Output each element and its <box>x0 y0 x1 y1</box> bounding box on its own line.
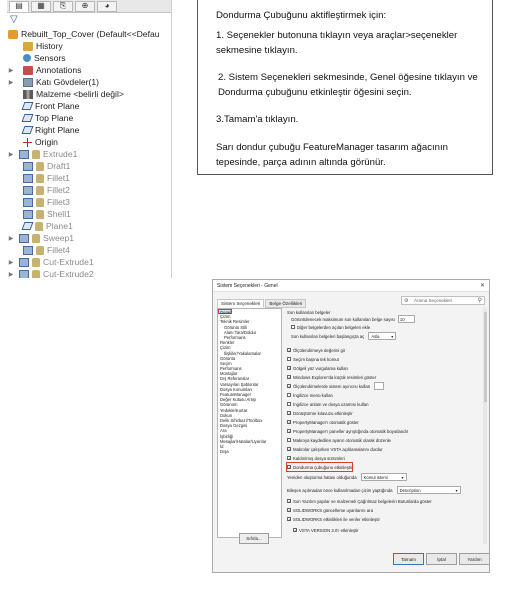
scrollbar-thumb[interactable] <box>484 312 487 402</box>
freeze-lock-icon <box>36 198 44 207</box>
option-row[interactable] <box>287 427 408 435</box>
option-row[interactable] <box>287 445 383 453</box>
tree-item-draft1[interactable] <box>15 160 70 172</box>
instruction-note: Sarı dondur çubuğu FeatureManager tasarım ağacının tepesinde, parça adının altında görünür. <box>216 142 448 168</box>
annotations-icon <box>23 66 33 75</box>
freeze-lock-icon <box>36 246 44 255</box>
tree-item-cut-extrude1[interactable] <box>7 256 94 268</box>
sensor-icon <box>23 54 31 62</box>
tree-item-sensors[interactable] <box>15 52 66 64</box>
freeze-lock-icon <box>36 174 44 183</box>
tree-item-fillet1[interactable] <box>15 172 70 184</box>
category-item[interactable]: İd <box>220 443 224 449</box>
plane-icon <box>22 102 34 110</box>
freeze-bar-checkbox[interactable]: ✓ <box>288 465 292 470</box>
option-label: PropertyManager'ı paneller ayrıştığında otomatik boyutlandır <box>293 428 409 434</box>
option-label: Windows Explorer'da küçük resimleri göster <box>293 374 377 380</box>
tree-item-label: Fillet4 <box>47 245 70 255</box>
tree-item-material[interactable] <box>15 88 124 100</box>
tree-item-sweep1[interactable] <box>7 232 74 244</box>
option-row[interactable] <box>287 382 384 390</box>
expand-arrow-icon[interactable]: ▶ <box>8 259 14 266</box>
checkbox[interactable] <box>291 325 295 329</box>
tree-item-label: Fillet3 <box>47 197 70 207</box>
checkbox[interactable]: ✓ <box>288 348 292 353</box>
solid-bodies-icon <box>23 78 33 87</box>
general-options-panel <box>285 308 485 544</box>
search-icon[interactable]: ⚲ <box>477 298 482 304</box>
dialog-tabs <box>217 299 307 308</box>
category-item[interactable]: FeatureManager <box>220 392 251 397</box>
freeze-bar-label: Dondurma çubuğunu etkinleştir <box>293 464 353 470</box>
category-item[interactable]: Dış Referanslar <box>220 376 250 382</box>
fillet-icon <box>23 198 33 207</box>
tab-system-options[interactable]: Sistem Seçenekleri <box>217 299 264 308</box>
checkbox[interactable]: ✓ <box>288 499 292 504</box>
option-row[interactable] <box>293 526 359 534</box>
category-item[interactable]: Görüntü Stili <box>224 324 248 330</box>
tree-item-right-plane[interactable] <box>15 124 79 136</box>
category-item[interactable]: Performans <box>220 366 242 372</box>
tree-item-label: Plane1 <box>46 221 73 231</box>
option-label: Ölçülendirmelerde sistem ayırıcısı kullan <box>293 383 371 389</box>
category-item[interactable]: Görünüm <box>220 402 238 408</box>
material-icon <box>23 90 33 99</box>
tree-item-annotations[interactable] <box>7 64 81 76</box>
category-item[interactable]: Teknik Resimler <box>220 319 250 325</box>
checkbox[interactable]: ✓ <box>288 508 292 513</box>
sheet-select[interactable] <box>397 486 461 494</box>
category-item[interactable]: Mesajlar/Hatalar/Uyarılar <box>220 438 267 444</box>
option-row[interactable] <box>287 409 353 417</box>
include-recent-row[interactable] <box>291 323 370 331</box>
freeze-lock-icon <box>36 186 44 195</box>
tree-item-label: History <box>36 41 63 51</box>
tree-item-solid-bodies[interactable] <box>7 76 99 88</box>
fillet-icon <box>23 174 33 183</box>
checkbox[interactable]: ✓ <box>288 375 292 380</box>
category-item[interactable]: Dokun <box>220 412 233 418</box>
category-item[interactable]: Montajlar <box>220 371 238 377</box>
expand-arrow-icon[interactable]: ▶ <box>8 79 14 86</box>
dimxpert-tab-icon[interactable]: ⊕ <box>75 1 95 12</box>
cut-extrude-icon <box>19 258 29 267</box>
recent-position-label: Son kullanılan belgeleri başlangıçta aç <box>291 333 365 339</box>
option-row[interactable] <box>287 346 345 354</box>
tree-item-label: Front Plane <box>35 101 80 111</box>
checkbox[interactable]: ✓ <box>288 420 292 425</box>
close-icon[interactable]: ✕ <box>479 283 485 289</box>
category-item[interactable]: Değer Kutusu Artışı <box>220 397 257 403</box>
option-label: PropertyManager'ı otomatik göster <box>293 419 359 425</box>
select-value: Komut istemi <box>363 474 388 480</box>
tree-item-label: Extrude1 <box>43 149 78 159</box>
ok-button[interactable]: Tamam <box>393 553 424 565</box>
option-row[interactable] <box>287 436 391 444</box>
instruction-box <box>197 0 493 175</box>
origin-icon <box>23 138 32 147</box>
plane-icon <box>22 222 34 230</box>
plane-icon <box>22 126 34 134</box>
sheet-label: Bileşen açılmadan önce kullanılmadan çizim yaptığında <box>287 487 393 493</box>
option-label: SOLIDWORKS güncelleme uyarılarını ara <box>293 507 374 513</box>
search-placeholder: Arama Seçenekleri <box>414 298 453 303</box>
option-row[interactable] <box>287 515 380 523</box>
checkbox[interactable]: ✓ <box>288 366 292 371</box>
cut-extrude-icon <box>19 270 29 279</box>
tree-item-label: Katı Gövdeler(1) <box>36 77 100 87</box>
option-row[interactable] <box>287 418 359 426</box>
fillet-icon <box>23 186 33 195</box>
select-value: Asla <box>371 333 380 339</box>
tree-item-fillet3[interactable] <box>15 196 70 208</box>
tree-item-label: Fillet1 <box>47 173 70 183</box>
option-label: İngilizce anlam ve dosya uzantısı kullan <box>293 401 369 407</box>
checkbox[interactable]: ✓ <box>288 411 292 416</box>
category-item[interactable]: Alanı Tara/Doldur <box>224 329 257 335</box>
rebuild-row <box>287 473 407 481</box>
dialog-title: Sistem Seçenekleri - Genel <box>213 280 489 292</box>
gear-icon: ⚙ <box>404 298 409 304</box>
category-item[interactable]: Dosya Gezgini <box>220 423 248 429</box>
reset-button[interactable]: Sıfırla... <box>239 533 269 544</box>
checkbox[interactable]: ✓ <box>294 528 298 533</box>
checkbox[interactable]: ✓ <box>288 456 292 461</box>
tree-root-label: Rebuilt_Top_Cover (Default<<Defau <box>21 29 160 39</box>
option-label: İngilizce menü kullan <box>293 392 333 398</box>
include-recent-label: Diğer belgelerden açılan belgeleri ekle <box>297 324 371 330</box>
option-row[interactable] <box>287 454 345 462</box>
option-row[interactable] <box>287 497 432 505</box>
checkbox[interactable] <box>287 438 291 442</box>
option-label: Gölgeli yüz vurgulama kullan <box>293 365 348 371</box>
feature-tree-tab-icon[interactable]: ▤ <box>9 1 29 12</box>
extrude-icon <box>19 150 29 159</box>
history-folder-icon <box>23 42 33 51</box>
tree-item-fillet4[interactable] <box>15 244 70 256</box>
property-manager-tab-icon[interactable]: ▦ <box>31 1 51 12</box>
separator-button[interactable] <box>374 382 384 390</box>
checkbox[interactable]: ✓ <box>288 517 292 522</box>
tree-item-extrude1[interactable] <box>7 148 77 160</box>
max-recent-input[interactable]: 10 <box>398 315 415 323</box>
search-input[interactable] <box>401 296 485 305</box>
configuration-manager-tab-icon[interactable]: ⎘ <box>53 1 73 12</box>
cancel-button[interactable]: İptal <box>426 553 457 565</box>
chevron-down-icon: ▾ <box>391 333 394 339</box>
category-item[interactable]: İlişkiler/Yakalamalar <box>224 350 261 356</box>
option-label: Makroya kaydedilen ayarın otomatik olarak düzenle <box>293 437 391 443</box>
select-value: Description <box>399 487 421 493</box>
checkbox[interactable]: ✓ <box>288 429 292 434</box>
shell-icon <box>23 210 33 219</box>
tree-item-label: Right Plane <box>35 125 80 135</box>
category-item[interactable]: Çizim <box>220 314 231 320</box>
category-general[interactable]: Genel <box>220 310 232 315</box>
max-recent-label: Görüntülenecek maksimum son kullanılan belge sayısı <box>291 316 395 322</box>
freeze-lock-icon <box>36 210 44 219</box>
feature-manager-tabs <box>7 0 171 13</box>
option-label: VSTA VERSION 3.0'ı etkinleştir <box>299 527 359 533</box>
option-label: Makrolar çalışırken VSTA açıklamalarını durdur <box>293 446 383 452</box>
draft-icon <box>23 162 33 171</box>
chevron-down-icon: ▾ <box>401 474 404 480</box>
option-row[interactable] <box>287 364 348 372</box>
expand-arrow-icon[interactable]: ▶ <box>8 235 14 242</box>
tree-item-label: Shell1 <box>47 209 71 219</box>
option-row[interactable] <box>287 391 333 399</box>
option-label: Ölçülendirmeye değerini gir <box>293 347 346 353</box>
tree-item-front-plane[interactable] <box>15 100 79 112</box>
option-row[interactable] <box>287 373 376 381</box>
tree-item-history[interactable] <box>15 40 63 52</box>
instruction-step-3: 3.Tamam'a tıklayın. <box>216 114 299 125</box>
freeze-lock-icon <box>32 234 40 243</box>
options-category-list <box>217 308 282 538</box>
category-item[interactable]: Dosya Konumları <box>220 386 253 392</box>
category-item[interactable]: Dışa <box>220 449 229 455</box>
plane-icon <box>22 114 34 122</box>
option-label: Kaldırılmış dosya sürümleri <box>293 455 345 461</box>
checkbox[interactable]: ✓ <box>288 384 292 389</box>
tree-root[interactable] <box>8 28 160 40</box>
tree-item-cut-extrude2[interactable] <box>7 268 94 278</box>
option-label: Son Yazılım yapılar ve malzemeli Çağrılmaz belgelerin Butunlarda göster <box>293 498 432 504</box>
tree-item-label: Top Plane <box>35 113 74 123</box>
category-item[interactable]: Varsayılan Şablonlar <box>220 381 259 387</box>
tree-item-label: Cut-Extrude1 <box>43 257 94 267</box>
freeze-lock-icon <box>32 258 40 267</box>
category-item[interactable]: Performans <box>224 334 246 340</box>
checkbox[interactable] <box>287 357 291 361</box>
rebuild-label: Yeniden oluşturma hatası olduğunda <box>287 474 357 480</box>
tree-item-top-plane[interactable] <box>15 112 73 124</box>
sheet-row <box>287 486 461 494</box>
option-row[interactable] <box>287 506 373 514</box>
option-row[interactable] <box>287 400 368 408</box>
category-item[interactable]: Yedekle/Kurtar <box>220 407 248 413</box>
expand-arrow-icon[interactable]: ▶ <box>8 67 14 74</box>
option-label: Dönüştürme kılavuzu etkinleştir <box>293 410 353 416</box>
system-options-dialog <box>212 279 490 573</box>
expand-arrow-icon[interactable]: ▶ <box>8 271 14 278</box>
option-row[interactable] <box>287 355 339 363</box>
category-item[interactable]: Delik Sihirbazı/Toolbox <box>220 417 263 423</box>
instruction-step-1: 1. Seçenekler butonuna tıklayın veya araçlar>seçenekler sekmesine tıklayın. <box>216 30 458 56</box>
freeze-lock-icon <box>32 150 40 159</box>
vertical-scrollbar[interactable] <box>483 308 487 544</box>
instruction-heading: Dondurma Çubuğunu aktifleştirmek için: <box>216 10 387 21</box>
part-icon <box>8 30 18 39</box>
tree-item-label: Sensors <box>34 53 66 63</box>
checkbox[interactable] <box>287 402 291 406</box>
category-item[interactable]: İşbirliği <box>220 433 234 439</box>
category-item[interactable]: Görüntü <box>220 355 236 361</box>
tree-item-label: Sweep1 <box>43 233 75 243</box>
filter-icon[interactable]: ▽ <box>10 14 18 25</box>
freeze-lock-icon <box>35 222 43 231</box>
expand-arrow-icon[interactable]: ▶ <box>8 151 14 158</box>
display-manager-tab-icon[interactable]: ◕ <box>97 1 117 12</box>
checkbox[interactable]: ✓ <box>288 447 292 452</box>
tree-item-label: Draft1 <box>47 161 71 171</box>
tab-document-properties[interactable]: Belge Özellikleri <box>265 299 306 308</box>
tree-item-plane1[interactable] <box>15 220 73 232</box>
recent-docs-heading: Son kullanılan belgeler <box>287 309 331 315</box>
tree-item-label: Origin <box>35 137 58 147</box>
tree-item-label: Malzeme <belirli değil> <box>36 89 124 99</box>
rebuild-select[interactable] <box>361 473 407 481</box>
fillet-icon <box>23 246 33 255</box>
recent-position-select[interactable] <box>368 332 396 340</box>
option-label: Seçim başına tek komut <box>293 356 339 362</box>
instruction-step-2: 2. Sistem Seçenekleri sekmesinde, Genel öğesine tıklayın ve Dondurma çubuğunu etkinleştir öğesini seçin. <box>218 72 478 98</box>
tree-item-origin[interactable] <box>15 136 58 148</box>
tree-item-label: Cut-Extrude2 <box>43 269 94 278</box>
tree-item-shell1[interactable] <box>15 208 71 220</box>
category-item[interactable]: Seçim <box>220 360 232 366</box>
max-recent-row <box>291 315 415 323</box>
chevron-down-icon: ▾ <box>455 487 458 493</box>
sweep-icon <box>19 234 29 243</box>
category-item[interactable]: Çizim <box>220 345 231 351</box>
feature-manager-tree <box>7 0 172 278</box>
freeze-lock-icon <box>32 270 40 279</box>
tree-item-label: Annotations <box>36 65 82 75</box>
tree-item-label: Fillet2 <box>47 185 70 195</box>
recent-position-row <box>291 332 396 340</box>
checkbox[interactable] <box>287 393 291 397</box>
freeze-bar-option[interactable] <box>287 463 352 471</box>
category-item[interactable]: Ara <box>220 428 227 434</box>
freeze-lock-icon <box>36 162 44 171</box>
help-button[interactable]: Yardım <box>459 553 490 565</box>
option-label: SOLIDWORKS etkinlikleri ile veriler etkinleştir <box>293 516 380 522</box>
tree-item-fillet2[interactable] <box>15 184 70 196</box>
category-item[interactable]: Renkler <box>220 340 235 346</box>
